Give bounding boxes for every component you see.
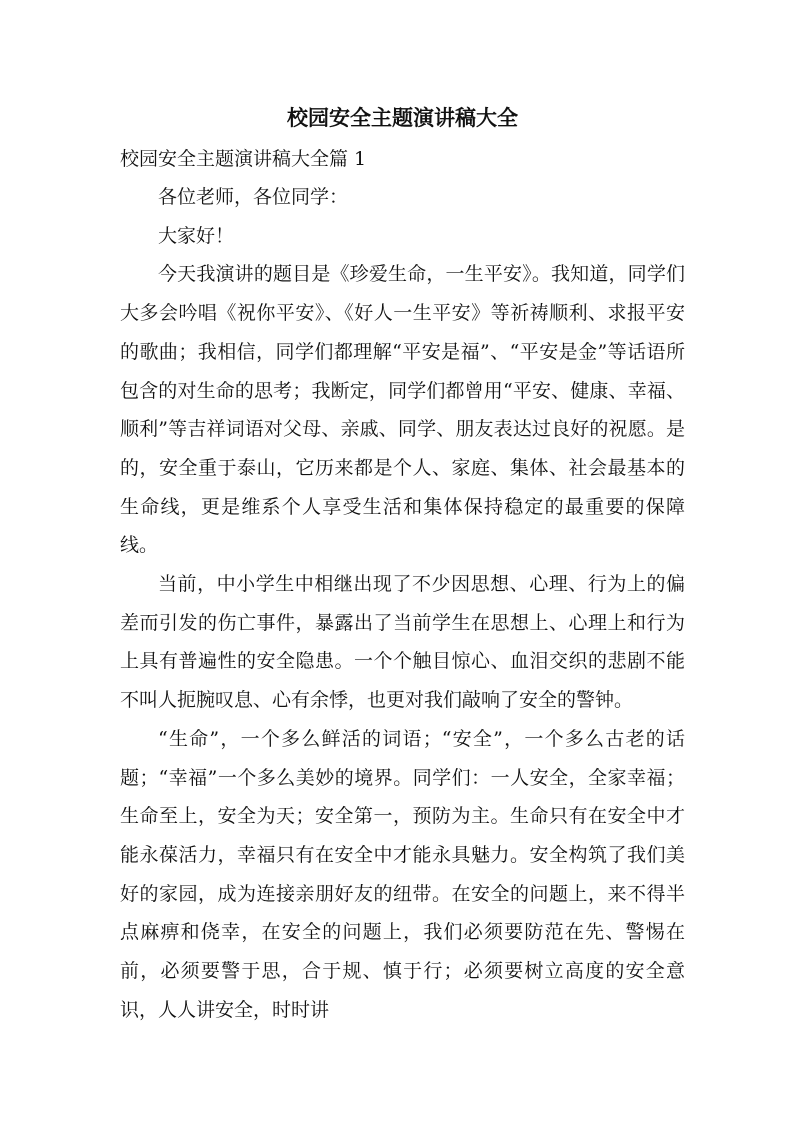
document-subtitle: 校园安全主题演讲稿大全篇 1	[120, 148, 367, 170]
paragraph-hello: 大家好！	[158, 224, 235, 247]
paragraph-topic: 今天我演讲的题目是《珍爱生命，一生平安》。我知道，同学们大多会吟唱《祝你平安》、《好人一生平安》等祈祷顺利、求报平安的歌曲；我相信，同学们都理解“平安是福”、“平安是金”等话语所包含的对生命的思考；我断定，同学们都曾用“平安、健康、幸福、顺利”等吉祥词语对父母、亲戚、同学、朋友表达过良好的祝愿。是的，安全重于泰山，它历来都是个人、家庭、集体、社会最基本的生命线，更是维系个人享受生活和集体保持稳定的最重要的保障线。	[120, 263, 685, 557]
paragraph-greeting: 各位老师，各位同学：	[158, 186, 349, 208]
document-title: 校园安全主题演讲稿大全	[287, 105, 518, 130]
paragraph-life-safety: “生命”，一个多么鲜活的词语；“安全”，一个多么古老的话题；“幸福”一个多么美妙的境界。同学们：一人安全，全家幸福；生命至上，安全为天；安全第一，预防为主。生命只有在安全中才能永葆活力，幸福只有在安全中才能永具魅力。安全构筑了我们美好的家园，成为连接亲朋好友的纽带。在安全的问题上，来不得半点麻痹和侥幸，在安全的问题上，我们必须要防范在先、警惕在前，必须要警于思，合于规、慎于行；必须要树立高度的安全意识，人人讲安全，时时讲	[120, 727, 685, 1021]
document-page	[120, 96, 685, 1029]
paragraph-current-issues: 当前，中小学生中相继出现了不少因思想、心理、行为上的偏差而引发的伤亡事件，暴露出了当前学生在思想上、心理上和行为上具有普遍性的安全隐患。一个个触目惊心、血泪交织的悲剧不能不叫人扼腕叹息、心有余悸，也更对我们敲响了安全的警钟。	[120, 573, 685, 712]
